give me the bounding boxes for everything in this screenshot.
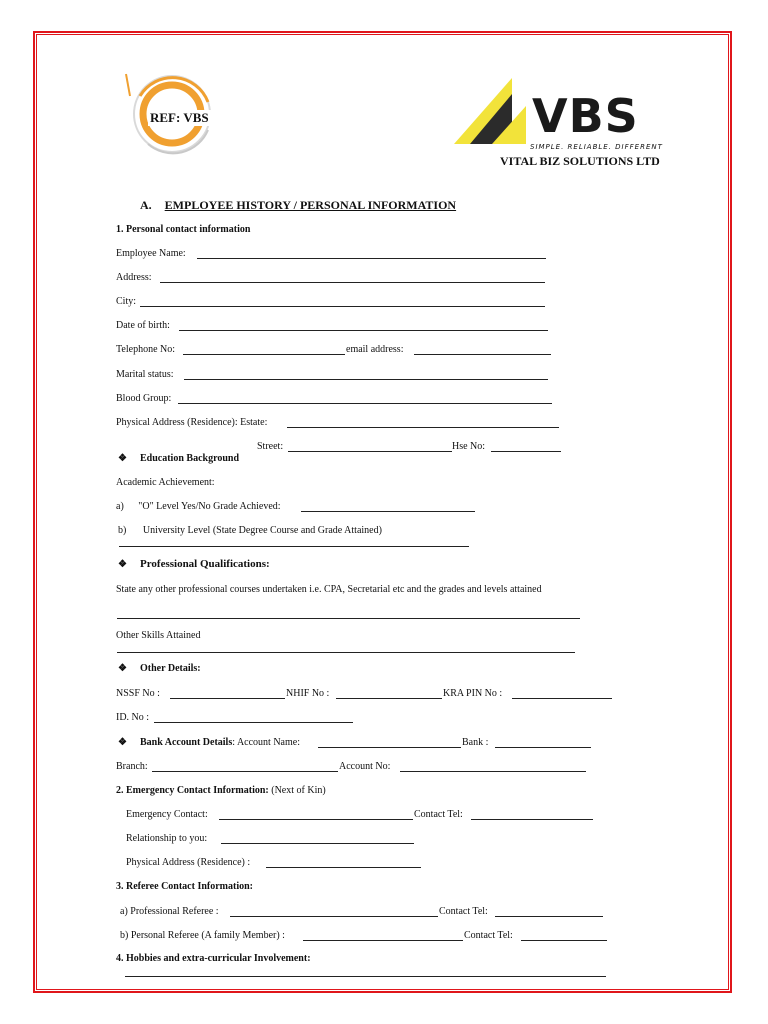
personal-referee-label: b) Personal Referee (A family Member) : xyxy=(120,930,285,941)
university-row xyxy=(118,525,382,537)
nhif-field[interactable] xyxy=(336,698,442,699)
vbs-logo xyxy=(414,70,696,170)
telephone-field[interactable] xyxy=(183,354,345,355)
referee-tel-field-1[interactable] xyxy=(495,916,603,917)
bank-field[interactable] xyxy=(495,747,591,748)
professional-instruction: State any other professional courses undertaken i.e. CPA, Secretarial etc and the grades and levels attained xyxy=(116,584,542,595)
professional-heading-row xyxy=(118,558,270,570)
street-field[interactable] xyxy=(288,451,452,452)
employee-name-label: Employee Name: xyxy=(116,248,186,259)
relationship-label: Relationship to you: xyxy=(126,833,208,844)
education-heading-row xyxy=(118,453,239,465)
other-heading-row xyxy=(118,663,201,675)
olevel-row xyxy=(116,501,281,513)
skills-field[interactable] xyxy=(117,652,575,653)
skills-label: Other Skills Attained xyxy=(116,630,201,641)
brand-name: VBS xyxy=(532,89,639,143)
diamond-bullet-icon: ❖ xyxy=(118,737,127,748)
contact-tel-field[interactable] xyxy=(471,819,593,820)
referee-heading: 3. Referee Contact Information: xyxy=(116,881,253,892)
education-heading: Education Background xyxy=(140,453,240,464)
diamond-bullet-icon: ❖ xyxy=(118,663,127,674)
referee-tel-label-2: Contact Tel: xyxy=(464,930,513,941)
university-marker: b) xyxy=(118,525,127,536)
dob-label: Date of birth: xyxy=(116,320,170,331)
bank-label: Bank : xyxy=(462,737,489,748)
account-name-label: : Account Name: xyxy=(232,737,300,748)
blood-field[interactable] xyxy=(178,403,552,404)
ref-label: REF: VBS xyxy=(150,110,209,125)
other-heading: Other Details: xyxy=(140,663,201,674)
email-label: email address: xyxy=(346,344,404,355)
marital-field[interactable] xyxy=(184,379,548,380)
nhif-label: NHIF No : xyxy=(286,688,330,699)
bank-heading: Bank Account Details xyxy=(140,737,233,748)
hobbies-field[interactable] xyxy=(125,976,606,977)
account-no-label: Account No: xyxy=(339,761,391,772)
hobbies-heading: 4. Hobbies and extra-curricular Involvement: xyxy=(116,953,311,964)
kra-field[interactable] xyxy=(512,698,612,699)
diamond-bullet-icon: ❖ xyxy=(118,453,127,464)
referee-tel-label-1: Contact Tel: xyxy=(439,906,488,917)
estate-field[interactable] xyxy=(287,427,559,428)
street-label: Street: xyxy=(257,441,284,452)
referee-tel-field-2[interactable] xyxy=(521,940,607,941)
professional-referee-field[interactable] xyxy=(230,916,438,917)
university-field[interactable] xyxy=(119,546,469,547)
address-label: Address: xyxy=(116,272,152,283)
emergency-physical-field[interactable] xyxy=(266,867,421,868)
employee-name-field[interactable] xyxy=(197,258,546,259)
nssf-field[interactable] xyxy=(170,698,285,699)
company-name: VITAL BIZ SOLUTIONS LTD xyxy=(500,154,660,168)
section-a-title xyxy=(140,198,456,213)
dob-field[interactable] xyxy=(179,330,548,331)
address-field[interactable] xyxy=(160,282,545,283)
section-letter: A. xyxy=(140,198,152,212)
email-field[interactable] xyxy=(414,354,551,355)
blood-label: Blood Group: xyxy=(116,393,172,404)
city-label: City: xyxy=(116,296,137,307)
ref-logo xyxy=(118,66,220,158)
account-no-field[interactable] xyxy=(400,771,586,772)
brand-tagline: SIMPLE. RELIABLE. DIFFERENT xyxy=(530,143,663,151)
olevel-marker: a) xyxy=(116,501,124,512)
olevel-field[interactable] xyxy=(301,511,475,512)
olevel-label: "O" Level Yes/No Grade Achieved: xyxy=(138,501,281,512)
kra-label: KRA PIN No : xyxy=(443,688,503,699)
id-field[interactable] xyxy=(154,722,353,723)
emergency-heading: 2. Emergency Contact Information: xyxy=(116,785,269,796)
emergency-contact-field[interactable] xyxy=(219,819,413,820)
personal-referee-field[interactable] xyxy=(303,940,463,941)
professional-heading: Professional Qualifications: xyxy=(140,558,270,570)
nssf-label: NSSF No : xyxy=(116,688,160,699)
section-title: EMPLOYEE HISTORY / PERSONAL INFORMATION xyxy=(164,198,457,212)
professional-field[interactable] xyxy=(117,618,580,619)
diamond-bullet-icon: ❖ xyxy=(118,559,127,570)
account-name-field[interactable] xyxy=(318,747,461,748)
professional-referee-label: a) Professional Referee : xyxy=(120,906,219,917)
emergency-heading-row xyxy=(116,785,326,797)
kin-note: (Next of Kin) xyxy=(271,785,326,796)
city-field[interactable] xyxy=(140,306,545,307)
contact-tel-label: Contact Tel: xyxy=(414,809,463,820)
physical-label: Physical Address (Residence): Estate: xyxy=(116,417,268,428)
branch-field[interactable] xyxy=(152,771,338,772)
academic-label: Academic Achievement: xyxy=(116,477,215,488)
hse-field[interactable] xyxy=(491,451,561,452)
telephone-label: Telephone No: xyxy=(116,344,176,355)
emergency-physical-label: Physical Address (Residence) : xyxy=(126,857,251,868)
hse-label: Hse No: xyxy=(452,441,486,452)
university-label: University Level (State Degree Course and Grade Attained) xyxy=(142,525,382,536)
marital-label: Marital status: xyxy=(116,369,174,380)
bank-row xyxy=(118,737,300,749)
relationship-field[interactable] xyxy=(221,843,414,844)
personal-heading: 1. Personal contact information xyxy=(116,224,251,235)
branch-label: Branch: xyxy=(116,761,148,772)
id-label: ID. No : xyxy=(116,712,150,723)
emergency-contact-label: Emergency Contact: xyxy=(126,809,208,820)
